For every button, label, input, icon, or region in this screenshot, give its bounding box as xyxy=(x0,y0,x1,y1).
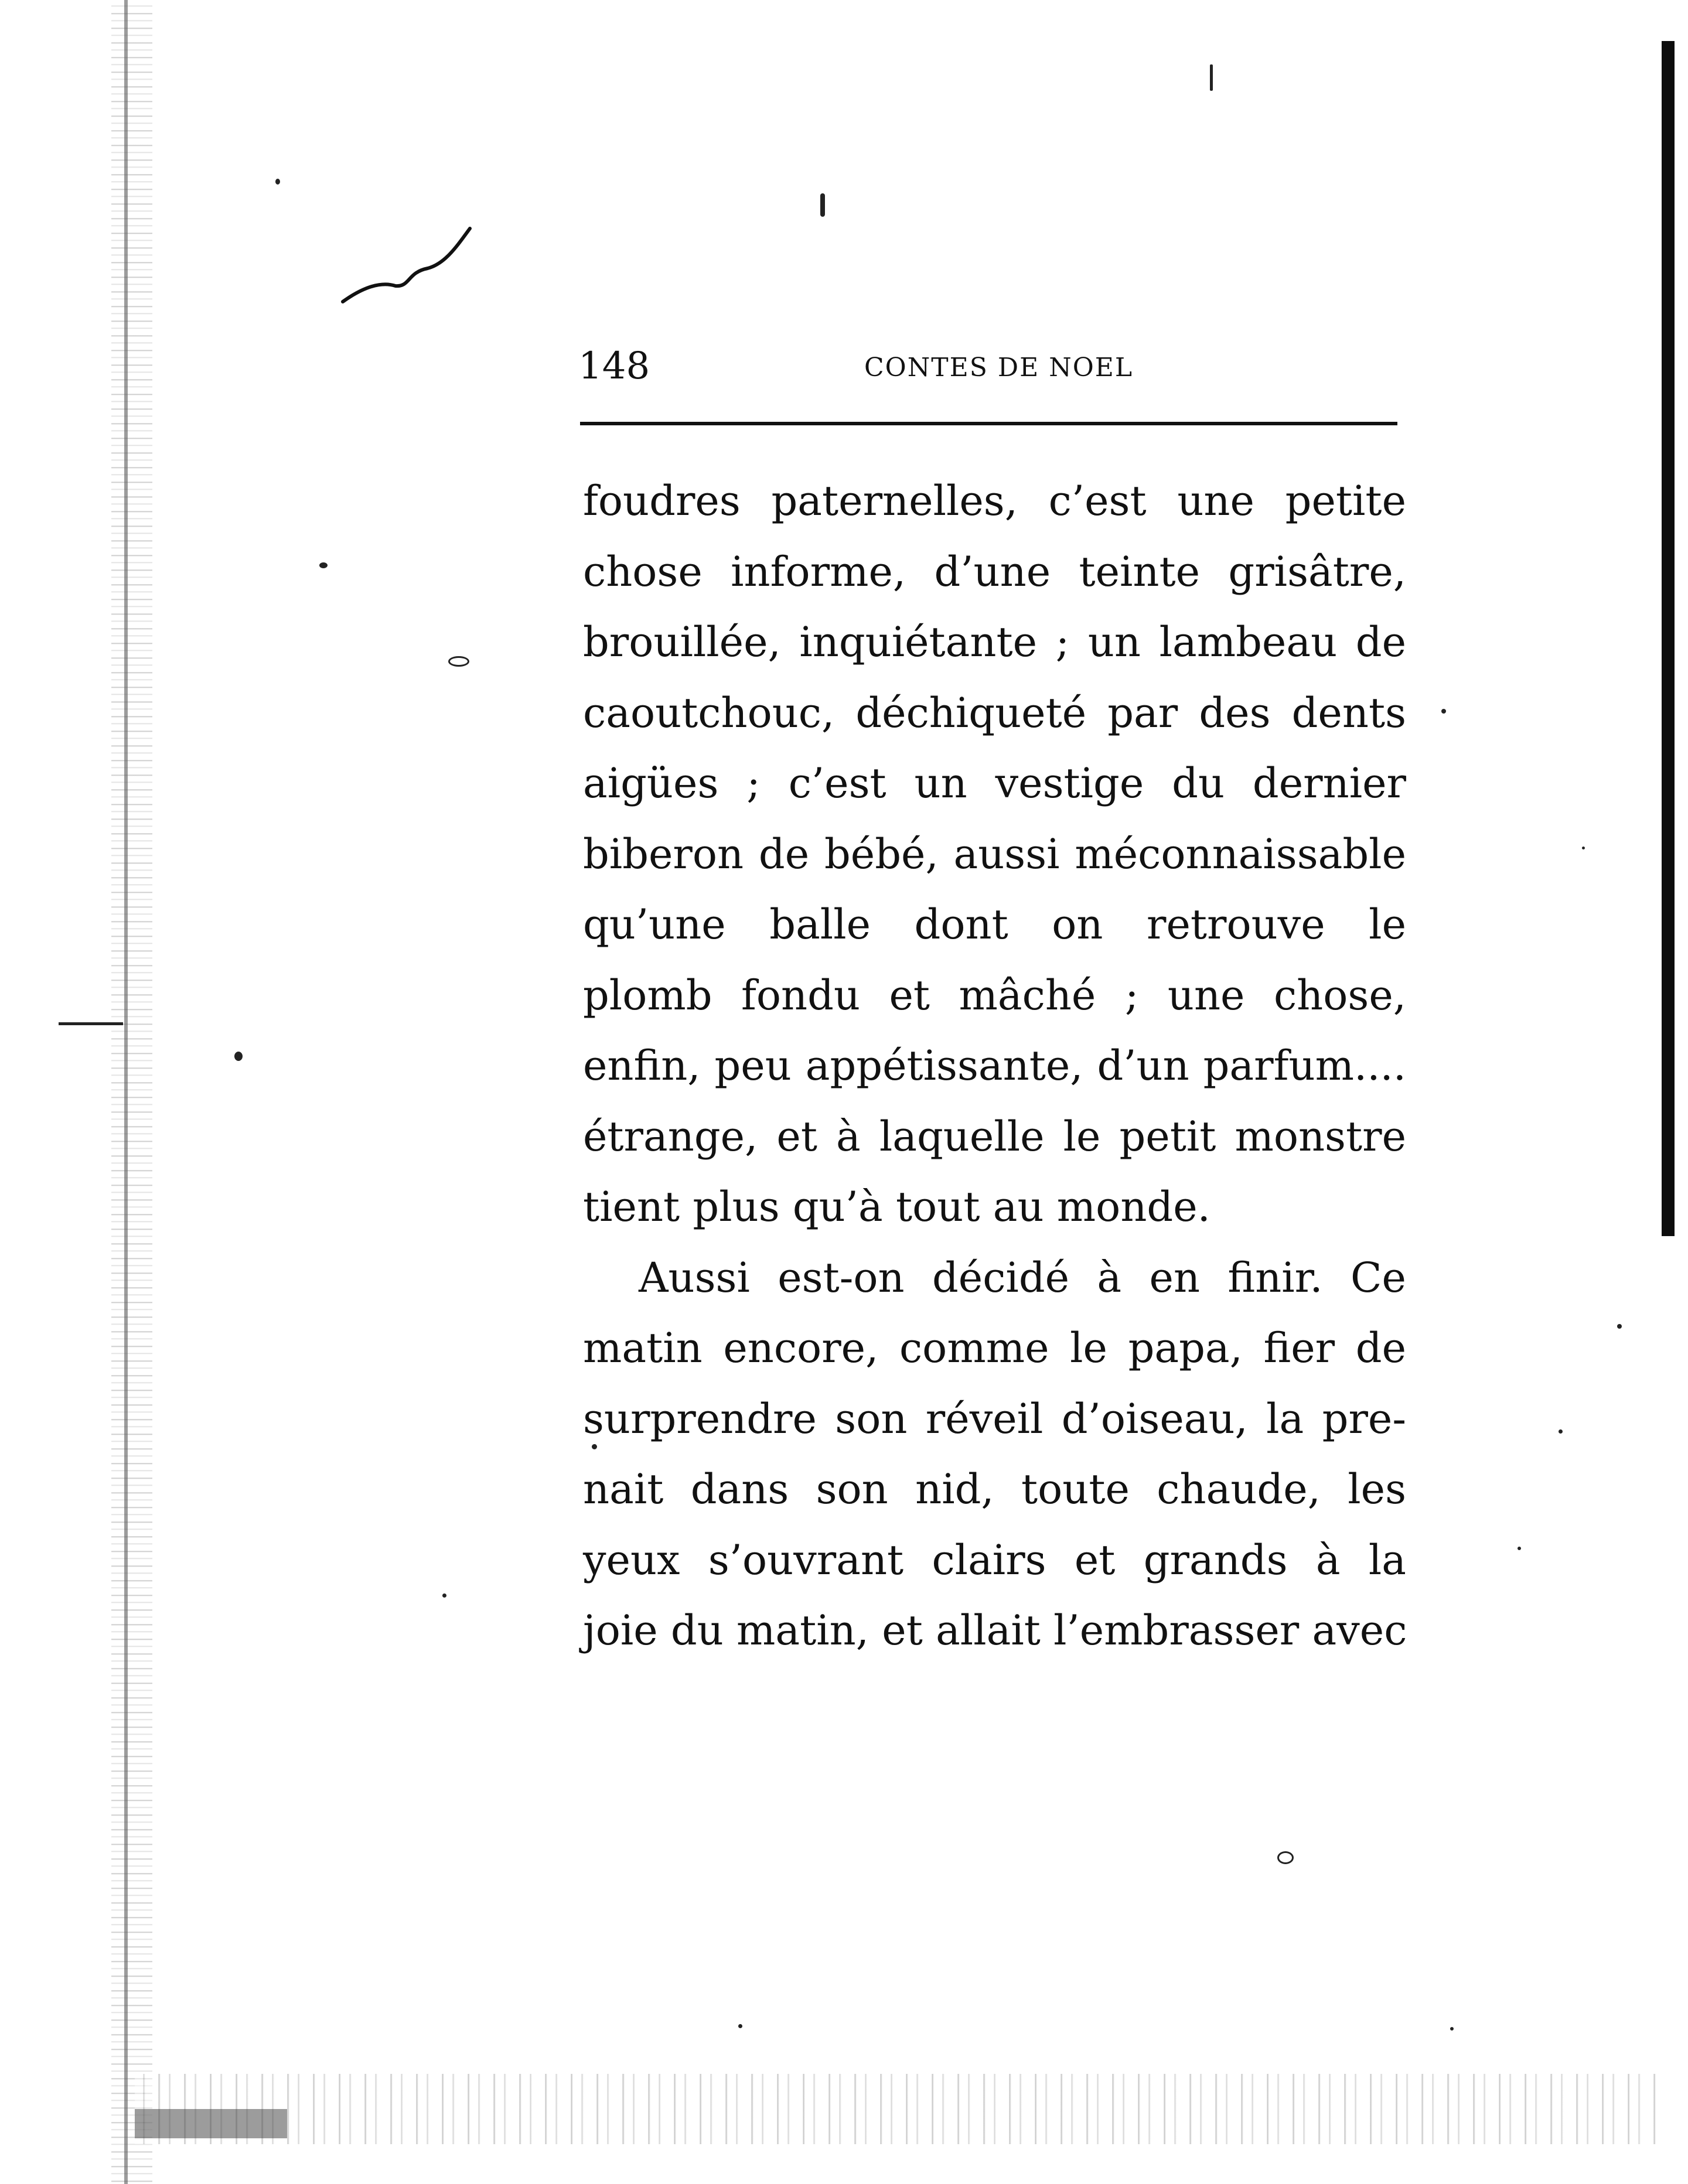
scan-speck xyxy=(592,1444,597,1449)
text-line: biberon de bébé, aussi méconnaissable xyxy=(583,830,1406,878)
binding-line xyxy=(124,0,128,2184)
text-line-paragraph-start: Aussi est-on décidé à en finir. Ce xyxy=(639,1253,1406,1302)
text-line: surprendre son réveil d’oiseau, la pre- xyxy=(583,1394,1406,1443)
scan-speck xyxy=(1617,1324,1622,1329)
text-line: nait dans son nid, toute chaude, les xyxy=(583,1465,1406,1513)
text-line: brouillée, inquiétante ; un lambeau de xyxy=(583,618,1406,666)
book-binding-edge xyxy=(111,0,152,2184)
bottom-scan-noise xyxy=(135,2074,1658,2144)
scan-speck xyxy=(1518,1547,1521,1550)
text-line: aigües ; c’est un vestige du dernier xyxy=(583,759,1406,807)
scan-speck xyxy=(1277,1851,1294,1864)
running-title: CONTES DE NOEL xyxy=(864,353,1134,383)
bottom-scan-smudge xyxy=(135,2109,287,2138)
text-line: foudres paternelles, c’est une petite xyxy=(583,477,1406,525)
text-line: enfin, peu appétissante, d’un parfum.... xyxy=(583,1042,1406,1090)
scan-speck xyxy=(738,2024,742,2028)
scan-speck xyxy=(1559,1429,1563,1434)
scan-speck xyxy=(442,1593,446,1598)
scan-speck xyxy=(1441,709,1446,714)
text-line: caoutchouc, déchiqueté par des dents xyxy=(583,688,1406,737)
text-line: étrange, et à laquelle le petit monstre xyxy=(583,1112,1406,1161)
text-line: yeux s’ouvrant clairs et grands à la xyxy=(583,1535,1406,1584)
text-line: qu’une balle dont on retrouve le xyxy=(583,900,1406,948)
text-line-paragraph-end: tient plus qu’à tout au monde. xyxy=(583,1183,1210,1231)
pen-stroke-mark xyxy=(340,223,475,310)
page-number: 148 xyxy=(578,344,650,388)
scan-speck xyxy=(820,193,825,217)
page-body xyxy=(583,466,1406,1666)
scan-speck xyxy=(319,562,328,568)
header-rule xyxy=(580,422,1397,425)
scan-speck xyxy=(234,1052,243,1061)
scan-speck xyxy=(1450,2027,1454,2031)
running-head xyxy=(571,343,1400,390)
scan-edge-bar xyxy=(1662,41,1675,1236)
text-line: joie du matin, et allait l’embrasser avec xyxy=(583,1606,1407,1654)
text-line: chose informe, d’une teinte grisâtre, xyxy=(583,547,1406,596)
scan-speck xyxy=(448,656,469,667)
scan-speck xyxy=(275,179,280,185)
text-line: plomb fondu et mâché ; une chose, xyxy=(583,971,1406,1019)
scan-speck xyxy=(1210,64,1213,91)
text-line: matin encore, comme le papa, fier de xyxy=(583,1324,1406,1372)
scan-speck xyxy=(1582,847,1585,849)
margin-tick-mark xyxy=(59,1022,123,1025)
